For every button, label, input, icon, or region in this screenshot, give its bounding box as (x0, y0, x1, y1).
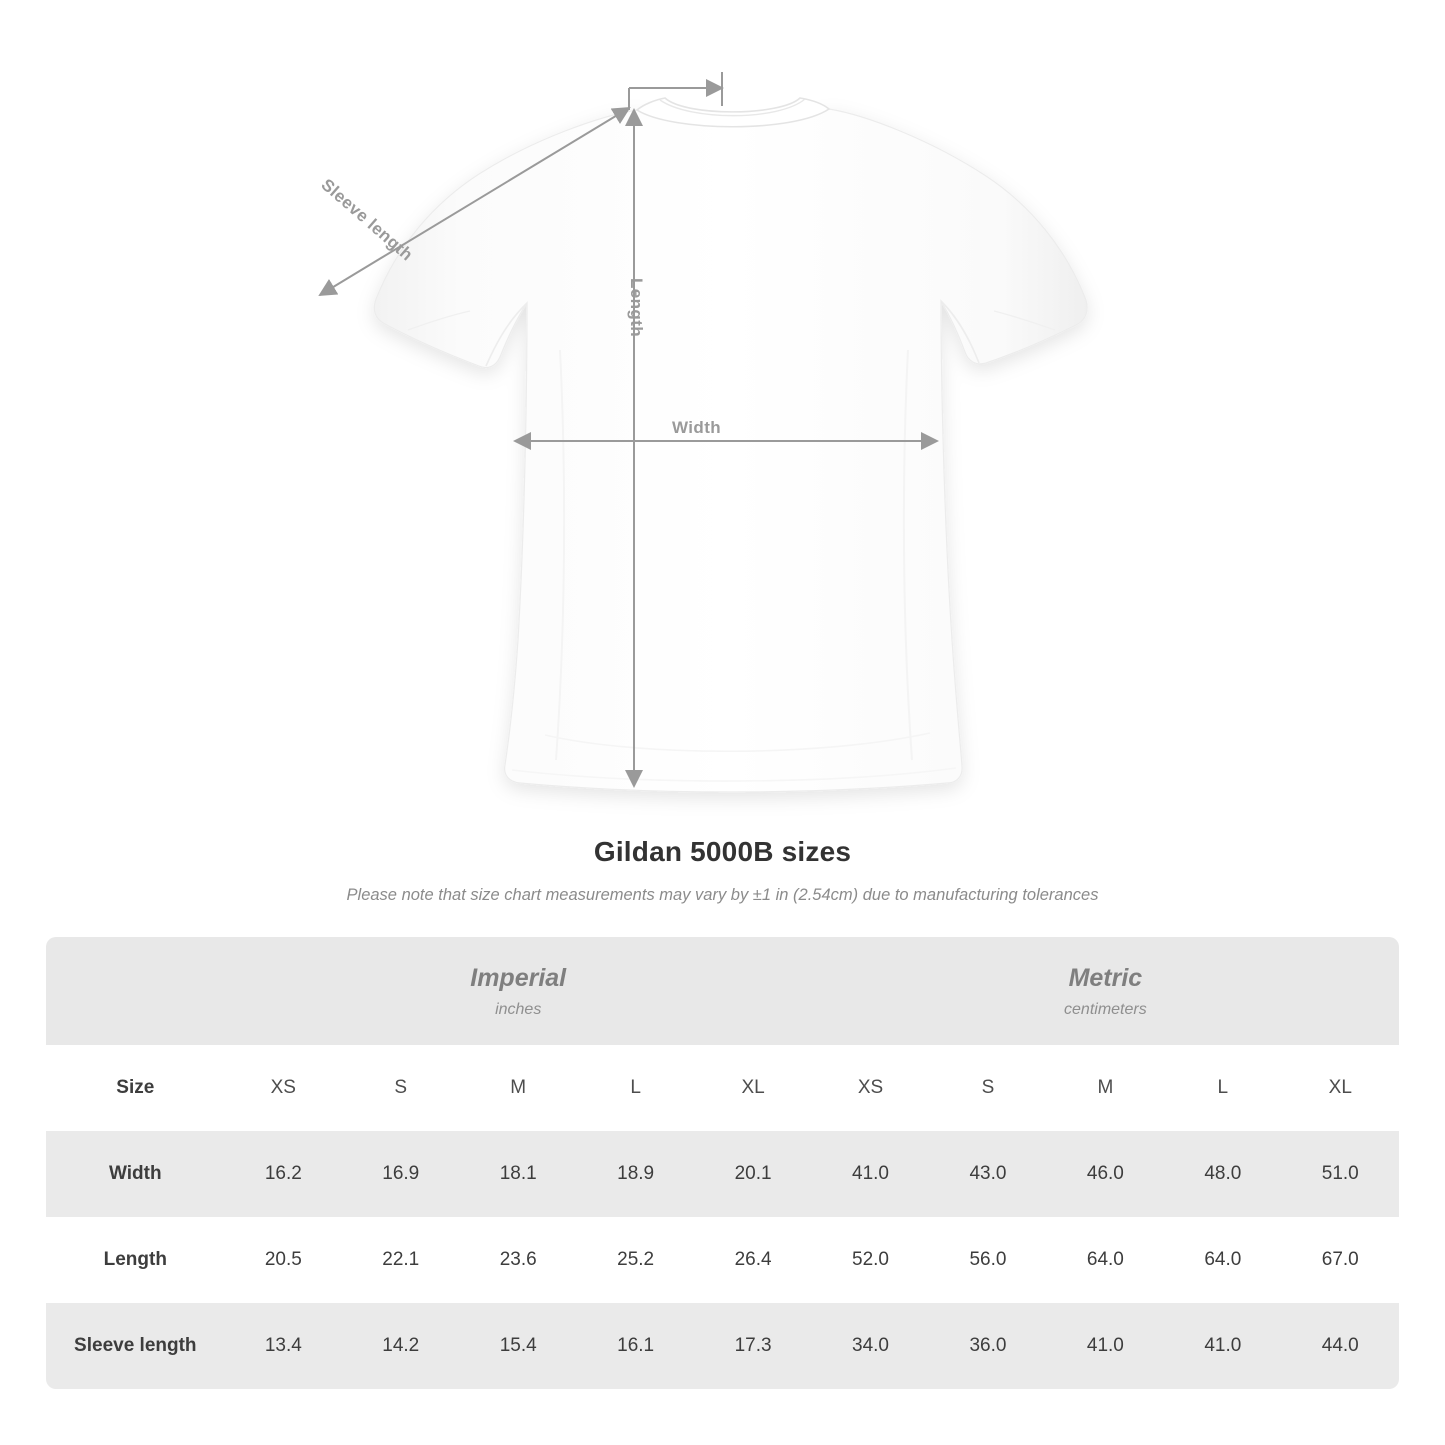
column-header-imperial-s: S (342, 1045, 459, 1131)
cell-length-imperial-l: 25.2 (577, 1217, 694, 1303)
cell-length-metric-xs: 52.0 (812, 1217, 929, 1303)
cell-length-metric-xl: 67.0 (1282, 1217, 1399, 1303)
cell-sleeve-imperial-xl: 17.3 (694, 1303, 811, 1389)
column-header-metric-s: S (929, 1045, 1046, 1131)
cell-sleeve-imperial-s: 14.2 (342, 1303, 459, 1389)
cell-length-imperial-m: 23.6 (459, 1217, 576, 1303)
unit-group-imperial (225, 937, 812, 1045)
tolerance-note: Please note that size chart measurements may vary by ±1 in (2.54cm) due to manufacturing tolerances (346, 886, 1099, 904)
cell-sleeve-metric-l: 41.0 (1164, 1303, 1281, 1389)
cell-width-metric-m: 46.0 (1047, 1131, 1164, 1217)
cell-length-imperial-xl: 26.4 (694, 1217, 811, 1303)
cell-width-imperial-xl: 20.1 (694, 1131, 811, 1217)
cell-width-metric-xl: 51.0 (1282, 1131, 1399, 1217)
size-table-wrap (46, 937, 1399, 1389)
row-header-size: Size (46, 1045, 225, 1131)
cell-sleeve-metric-xs: 34.0 (812, 1303, 929, 1389)
cell-length-imperial-xs: 20.5 (225, 1217, 342, 1303)
length-label: Length (627, 278, 646, 338)
column-header-metric-m: M (1047, 1045, 1164, 1131)
row-label-sleeve-length: Sleeve length (46, 1303, 225, 1389)
column-header-metric-xs: XS (812, 1045, 929, 1131)
column-header-imperial-xl: XL (694, 1045, 811, 1131)
column-header-row (46, 1045, 1399, 1131)
unit-group-metric-name: Metric (1068, 964, 1143, 993)
sleeve-length-label: Sleeve length (317, 175, 417, 265)
cell-width-imperial-m: 18.1 (459, 1131, 576, 1217)
size-chart-table (46, 937, 1399, 1389)
cell-width-imperial-l: 18.9 (577, 1131, 694, 1217)
cell-width-metric-xs: 41.0 (812, 1131, 929, 1217)
unit-header-row (46, 937, 1399, 1045)
cell-sleeve-metric-s: 36.0 (929, 1303, 1046, 1389)
table-row (46, 1303, 1399, 1389)
column-header-metric-l: L (1164, 1045, 1281, 1131)
width-label: Width (672, 418, 722, 437)
cell-length-metric-m: 64.0 (1047, 1217, 1164, 1303)
cell-width-imperial-xs: 16.2 (225, 1131, 342, 1217)
column-header-imperial-xs: XS (225, 1045, 342, 1131)
column-header-imperial-m: M (459, 1045, 576, 1131)
cell-sleeve-imperial-m: 15.4 (459, 1303, 576, 1389)
cell-length-imperial-s: 22.1 (342, 1217, 459, 1303)
cell-length-metric-s: 56.0 (929, 1217, 1046, 1303)
unit-group-imperial-sub: inches (495, 1000, 542, 1018)
cell-sleeve-metric-xl: 44.0 (1282, 1303, 1399, 1389)
cell-width-imperial-s: 16.9 (342, 1131, 459, 1217)
column-header-metric-xl: XL (1282, 1045, 1399, 1131)
table-row (46, 1217, 1399, 1303)
page-title: Gildan 5000B sizes (593, 836, 852, 867)
table-row (46, 1131, 1399, 1217)
cell-sleeve-imperial-xs: 13.4 (225, 1303, 342, 1389)
unit-header-spacer (46, 937, 225, 1045)
row-label-length: Length (46, 1217, 225, 1303)
unit-group-imperial-name: Imperial (470, 964, 567, 993)
row-label-width: Width (46, 1131, 225, 1217)
title-block (0, 836, 1445, 905)
cell-sleeve-imperial-l: 16.1 (577, 1303, 694, 1389)
cell-width-metric-l: 48.0 (1164, 1131, 1281, 1217)
cell-sleeve-metric-m: 41.0 (1047, 1303, 1164, 1389)
cell-width-metric-s: 43.0 (929, 1131, 1046, 1217)
column-header-imperial-l: L (577, 1045, 694, 1131)
unit-group-metric-sub: centimeters (1064, 1000, 1147, 1018)
cell-length-metric-l: 64.0 (1164, 1217, 1281, 1303)
unit-group-metric (812, 937, 1399, 1045)
